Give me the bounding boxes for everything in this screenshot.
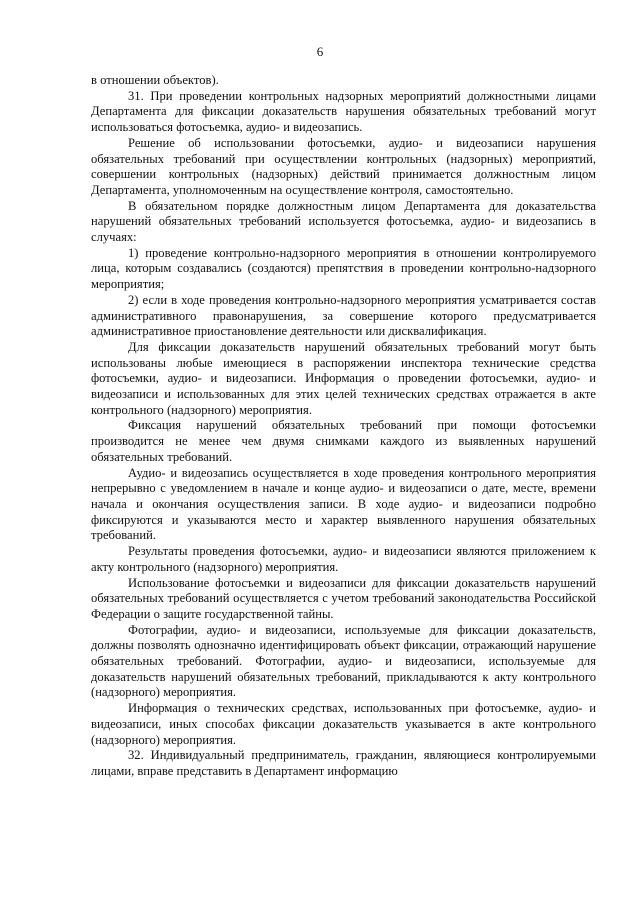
paragraph-results: Результаты проведения фотосъемки, аудио- и видеозаписи являются приложением к акту контрольного (надзорного) мероприятия.: [91, 544, 596, 574]
page-number: 6: [316, 44, 324, 59]
paragraph-technical-info: Информация о технических средствах, использованных при фотосъемке, аудио- и видеозаписи, иных способах фиксации доказательств указывается в акте контрольного (надзорного) мероприятия.: [91, 701, 596, 747]
paragraph-continuation: в отношении объектов).: [91, 73, 219, 87]
paragraph-case-1: 1) проведение контрольно-надзорного мероприятия в отношении контролируемого лица, которым создавались (создаются) препятствия в проведении контрольно-надзорного мероприятия;: [91, 245, 596, 292]
paragraph-audio-video: Аудио- и видеозапись осуществляется в ходе проведения контрольного мероприятия непрерывно с уведомлением в начале и конце аудио- и видеозаписи о дате, месте, времени начала и окончания осуществления записи. В ходе аудио- и видеозаписи подробно фиксируются и указываются место и характер выявленного нарушения обязательных требований.: [91, 465, 596, 543]
paragraph-state-secret: Использование фотосъемки и видеозаписи для фиксации доказательств нарушений обязательных требований осуществляется с учетом требований законодательства Российской Федерации о защите государственной тайны.: [91, 575, 596, 621]
paragraph-clause-32: 32. Индивидуальный предприниматель, гражданин, являющиеся контролируемыми лицами, вправе представить в Департамент информацию: [91, 748, 596, 778]
paragraph-identification: Фотографии, аудио- и видеозаписи, используемые для фиксации доказательств, должны позволять однозначно идентифицировать объект фиксации, отражающий нарушение обязательных требований. Фотографии, аудио- и видеозаписи, используемые для доказательств нарушений обязательных требований, прикладываются к акту контрольного (надзорного) мероприятия.: [91, 622, 596, 700]
paragraph-case-2: 2) если в ходе проведения контрольно-надзорного мероприятия усматривается состав административного правонарушения, за совершение которого предусматривается административное приостановление деятельности или дисквалификация.: [91, 292, 596, 339]
paragraph-decision: Решение об использовании фотосъемки, аудио- и видеозаписи нарушения обязательных требований при осуществлении контрольных (надзорных) мероприятий, совершении контрольных (надзорных) действий принимается должностным лицом Департамента, уполномоченным на осуществление контроля, самостоятельно.: [91, 135, 596, 197]
document-body: [91, 73, 596, 780]
paragraph-clause-31: 31. При проведении контрольных надзорных мероприятий должностными лицами Департамента для фиксации доказательств нарушения обязательных требований могут использоваться фотосъемка, аудио- и видеозапись.: [91, 88, 596, 135]
paragraph-technical-means: Для фиксации доказательств нарушений обязательных требований могут быть использованы любые имеющиеся в распоряжении инспектора технические средства фотосъемки, аудио- и видеозаписи. Информация о проведении фотосъемки, аудио- и видеозаписи и использованных для этих целей технических средствах отражается в акте контрольного (надзорного) мероприятия.: [91, 339, 596, 417]
paragraph-mandatory-cases: В обязательном порядке должностным лицом Департамента для доказательства нарушений обязательных требований используется фотосъемка, аудио- и видеозапись в случаях:: [91, 198, 596, 245]
paragraph-photo-fixation: Фиксация нарушений обязательных требований при помощи фотосъемки производится не менее чем двумя снимками каждого из выявленных нарушений обязательных требований.: [91, 418, 596, 464]
